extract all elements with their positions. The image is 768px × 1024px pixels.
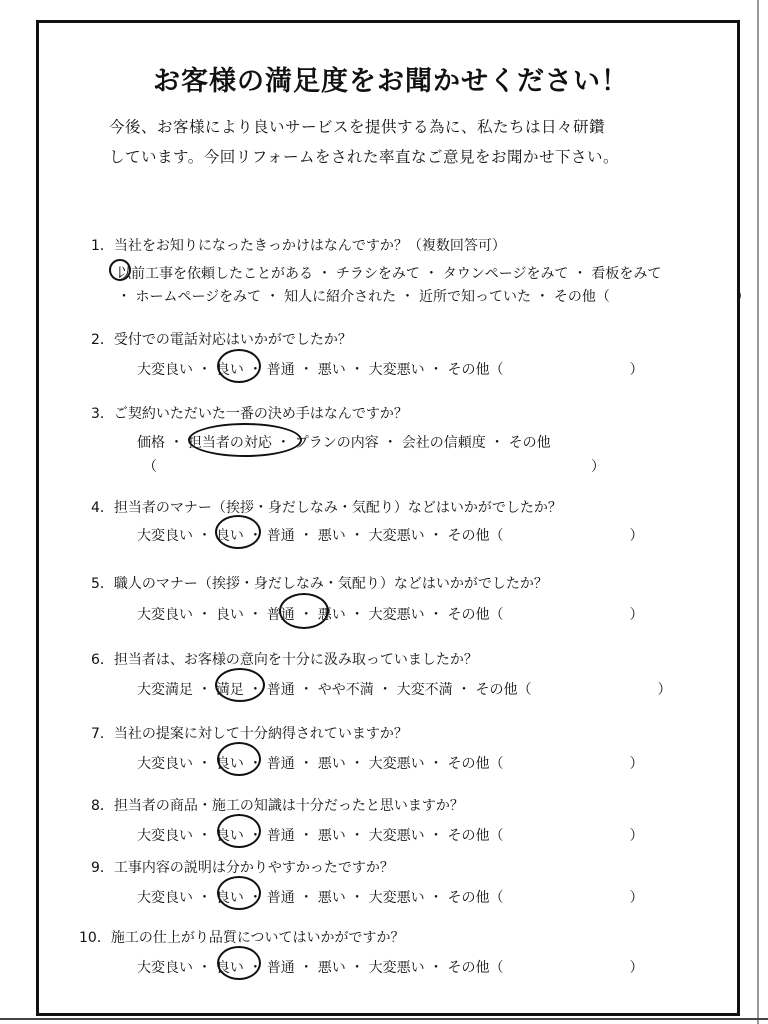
question-7-options: 大変良い ・ 良い ・ 普通 ・ 悪い ・ 大変悪い ・ その他（ ） bbox=[137, 756, 644, 772]
answer-circle bbox=[215, 515, 261, 549]
question-8-options: 大変良い ・ 良い ・ 普通 ・ 悪い ・ 大変悪い ・ その他（ ） bbox=[137, 828, 644, 844]
question-1: 1．当社をお知りになったきっかけはなんですか？（複数回答可） bbox=[91, 238, 506, 254]
answer-circle bbox=[109, 259, 131, 281]
answer-circle bbox=[217, 946, 261, 980]
survey-title: お客様の満足度をお聞かせください！ bbox=[153, 66, 629, 97]
intro-line-1: 今後、お客様により良いサービスを提供する為に、私たちは日々研鑽 bbox=[109, 118, 606, 136]
intro-line-2: しています。今回リフォームをされた率直なご意見をお聞かせ下さい。 bbox=[109, 148, 619, 166]
survey-sheet bbox=[36, 20, 750, 1016]
question-4: 4．担当者のマナー（挨拶・身だしなみ・気配り）などはいかがでしたか？ bbox=[91, 500, 562, 516]
question-7: 7．当社の提案に対して十分納得されていますか？ bbox=[91, 726, 408, 742]
question-1-options-line-2: ・ ホームページをみて ・ 知人に紹介された ・ 近所で知っていた ・ その他（ ） bbox=[117, 289, 750, 305]
scan-edge-right bbox=[757, 0, 759, 1024]
question-2: 2．受付での電話対応はいかがでしたか？ bbox=[91, 332, 352, 348]
question-8: 8．担当者の商品・施工の知識は十分だったと思いますか？ bbox=[91, 798, 464, 814]
question-3-options-line-2: （ ） bbox=[143, 459, 605, 475]
question-6-options: 大変満足 ・ 満足 ・ 普通 ・ やや不満 ・ 大変不満 ・ その他（ ） bbox=[137, 682, 672, 698]
question-10-options: 大変良い ・ 良い ・ 普通 ・ 悪い ・ 大変悪い ・ その他（ ） bbox=[137, 960, 644, 976]
question-3: 3．ご契約いただいた一番の決め手はなんですか？ bbox=[91, 406, 408, 422]
question-6: 6．担当者は、お客様の意向を十分に汲み取っていましたか？ bbox=[91, 652, 478, 668]
answer-circle bbox=[217, 876, 261, 910]
question-5-options: 大変良い ・ 良い ・ 普通 ・ 悪い ・ 大変悪い ・ その他（ ） bbox=[137, 607, 644, 623]
question-9: 9．工事内容の説明は分かりやすかったですか？ bbox=[91, 860, 394, 876]
answer-circle bbox=[279, 593, 329, 629]
question-5: 5．職人のマナー（挨拶・身だしなみ・気配り）などはいかがでしたか？ bbox=[91, 576, 548, 592]
answer-circle bbox=[217, 814, 261, 848]
question-1-options-line-1: 以前工事を依頼したことがある ・ チラシをみて ・ タウンページをみて ・ 看板をみて bbox=[117, 266, 662, 282]
question-3-options-line-1: 価格 ・ 担当者の対応 ・ プランの内容 ・ 会社の信頼度 ・ その他 bbox=[137, 435, 551, 451]
question-2-options: 大変良い ・ 良い ・ 普通 ・ 悪い ・ 大変悪い ・ その他（ ） bbox=[137, 362, 644, 378]
question-9-options: 大変良い ・ 良い ・ 普通 ・ 悪い ・ 大変悪い ・ その他（ ） bbox=[137, 890, 644, 906]
answer-circle bbox=[217, 742, 261, 776]
answer-circle bbox=[217, 349, 261, 383]
answer-circle bbox=[188, 423, 302, 457]
scan-edge-bottom bbox=[0, 1018, 768, 1020]
question-4-options: 大変良い ・ 良い ・ 普通 ・ 悪い ・ 大変悪い ・ その他（ ） bbox=[137, 528, 644, 544]
answer-circle bbox=[215, 668, 265, 702]
question-10: 10．施工の仕上がり品質についてはいかがですか？ bbox=[79, 930, 405, 946]
